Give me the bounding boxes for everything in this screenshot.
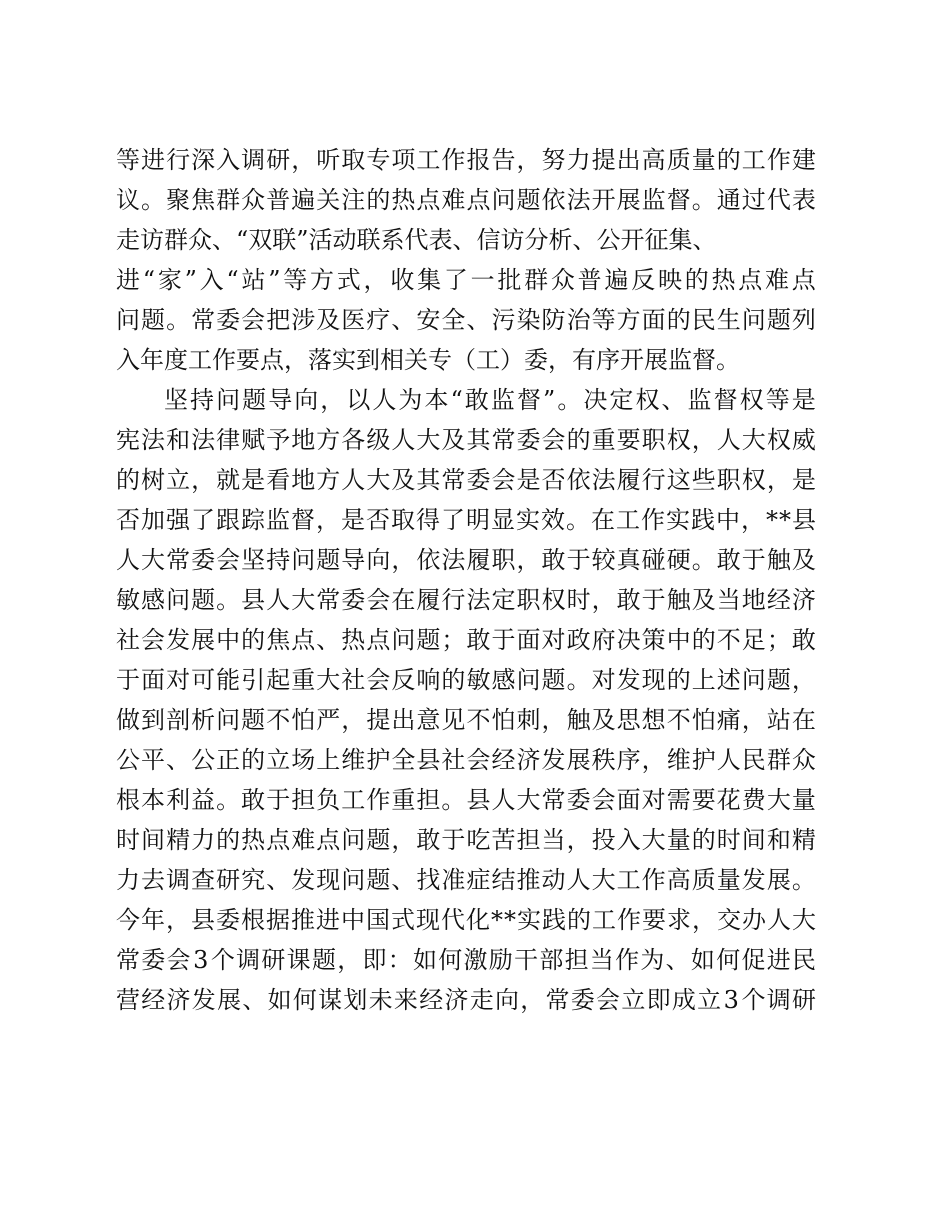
text-line: 根 本 利 益 。 敢 于 担 负 工 作 重 担 。 县 人 大 常 委 会 面 对 需 要 花 费 大 量 [116, 786, 816, 814]
text-line: 公 平 、 公 正 的 立 场 上 维 护 全 县 社 会 经 济 发 展 秩 序 ， 维 护 人 民 群 众 [116, 746, 816, 774]
text-line: 常 委 会 3 个 调 研 课 题 ， 即 ： 如 何 激 励 干 部 担 当 作 为 、 如 何 促 进 民 [116, 946, 816, 974]
text-line: 走访群众、“双联”活动联系代表、信访分析、公开征集、 [116, 226, 717, 254]
text-line: 等 进 行 深 入 调 研 ， 听 取 专 项 工 作 报 告 ， 努 力 提 出 高 质 量 的 工 作 建 [116, 146, 816, 174]
text-line: 否 加 强 了 跟 踪 监 督 ， 是 否 取 得 了 明 显 实 效 。 在 工 作 实 践 中 ， * * 县 [116, 506, 816, 534]
text-line: 宪 法 和 法 律 赋 予 地 方 各 级 人 大 及 其 常 委 会 的 重 要 职 权 ， 人 大 权 威 [116, 426, 816, 454]
text-line: 营 经 济 发 展 、 如 何 谋 划 未 来 经 济 走 向 ， 常 委 会 立 即 成 立 3 个 调 研 [116, 986, 816, 1014]
body-text [116, 140, 816, 1020]
text-line: 敏 感 问 题 。 县 人 大 常 委 会 在 履 行 法 定 职 权 时 ， 敢 于 触 及 当 地 经 济 [116, 586, 816, 614]
text-line: 问 题 。 常 委 会 把 涉 及 医 疗 、 安 全 、 污 染 防 治 等 方 面 的 民 生 问 题 列 [116, 306, 816, 334]
text-line: 坚 持 问 题 导 向 ， 以 人 为 本 “ 敢 监 督 ” 。 决 定 权 、 监 督 权 等 是 [164, 386, 816, 414]
text-line: 议 。 聚 焦 群 众 普 遍 关 注 的 热 点 难 点 问 题 依 法 开 展 监 督 。 通 过 代 表 [116, 186, 816, 214]
text-line: 做 到 剖 析 问 题 不 怕 严 ， 提 出 意 见 不 怕 刺 ， 触 及 思 想 不 怕 痛 ， 站 在 [116, 706, 816, 734]
text-line: 于 面 对 可 能 引 起 重 大 社 会 反 响 的 敏 感 问 题 。 对 发 现 的 上 述 问 题 ， [116, 666, 816, 694]
text-line: 入年度工作要点，落实到相关专（工）委，有序开展监督。 [116, 346, 740, 374]
text-line: 力 去 调 查 研 究 、 发 现 问 题 、 找 准 症 结 推 动 人 大 工 作 高 质 量 发 展 。 [116, 866, 816, 894]
text-line: 的 树 立 ， 就 是 看 地 方 人 大 及 其 常 委 会 是 否 依 法 履 行 这 些 职 权 ， 是 [116, 466, 816, 494]
text-line: 今 年 ， 县 委 根 据 推 进 中 国 式 现 代 化 * * 实 践 的 工 作 要 求 ， 交 办 人 大 [116, 906, 816, 934]
text-line: 时 间 精 力 的 热 点 难 点 问 题 ， 敢 于 吃 苦 担 当 ， 投 入 大 量 的 时 间 和 精 [116, 826, 816, 854]
text-line: 进 “ 家 ” 入 “ 站 ” 等 方 式 ， 收 集 了 一 批 群 众 普 遍 反 映 的 热 点 难 点 [116, 266, 816, 294]
text-line: 社 会 发 展 中 的 焦 点 、 热 点 问 题 ； 敢 于 面 对 政 府 决 策 中 的 不 足 ； 敢 [116, 626, 816, 654]
text-line: 人 大 常 委 会 坚 持 问 题 导 向 ， 依 法 履 职 ， 敢 于 较 真 碰 硬 。 敢 于 触 及 [116, 546, 816, 574]
